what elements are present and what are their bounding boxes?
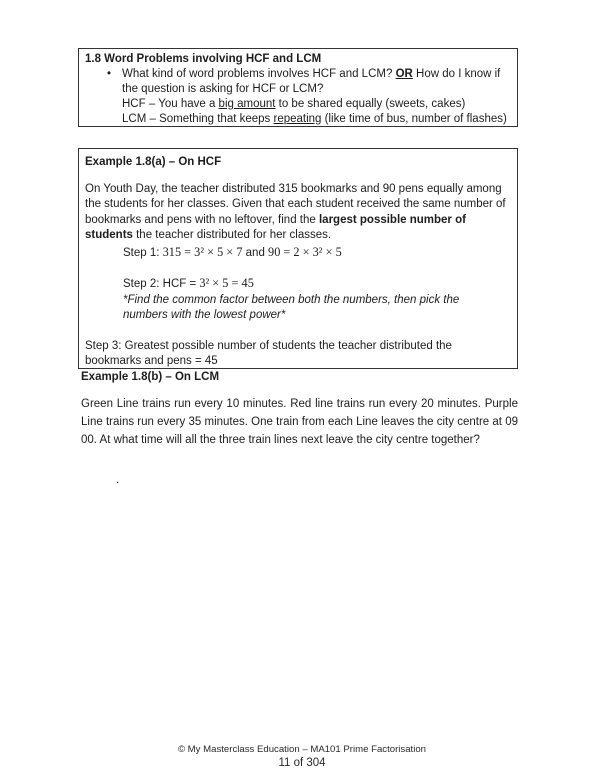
step2-label: Step 2: HCF =	[123, 278, 200, 290]
problem-bold: largest possible number of students	[85, 213, 466, 241]
section-title: 1.8 Word Problems involving HCF and LCM	[85, 53, 322, 65]
step-3: Step 3: Greatest possible number of students the teacher distributed the bookmarks and pens = 45	[85, 339, 452, 367]
step1-conjunction: and	[242, 246, 269, 259]
hcf-post: to be shared equally (sweets, cakes)	[275, 97, 466, 110]
question-or-emphasis: OR	[395, 67, 413, 80]
section-intro-box	[78, 48, 518, 127]
step1-math-1: 315 = 3² × 5 × 7	[162, 244, 243, 259]
hcf-definition	[122, 97, 509, 112]
bullet-icon: •	[107, 67, 112, 80]
hcf-pre: HCF – You have a	[122, 97, 219, 110]
step-2	[123, 276, 509, 293]
footer-copyright: © My Masterclass Education – MA101 Prime Factorisation	[177, 744, 427, 755]
question-post: How do I know if the question is asking for HCF or LCM?	[122, 67, 501, 95]
problem-post: the teacher distributed for her classes.	[132, 229, 332, 241]
example-a-problem	[85, 182, 509, 244]
step-1	[123, 245, 509, 262]
example-b-problem: Green Line trains run every 10 minutes. Red line trains run every 20 minutes. Purple Line trains run every 35 minutes. One train from each Line leaves the city centre at 09 00. At what time will all the three train lines next leave the city centre together?	[81, 398, 518, 446]
lcm-underlined: repeating	[273, 112, 322, 125]
step2-note: *Find the common factor between both the numbers, then pick the numbers with the lowest power*	[123, 293, 460, 321]
lcm-pre: LCM – Something that keeps	[122, 112, 274, 125]
step1-label: Step 1:	[123, 246, 163, 259]
footer-page-number: 11 of 304	[278, 757, 326, 769]
step1-math-2: 90 = 2 × 3² × 5	[268, 244, 342, 259]
bullet-item	[85, 67, 509, 97]
lcm-definition	[122, 112, 509, 127]
question-pre: What kind of word problems involves HCF and LCM?	[122, 67, 396, 80]
step2-math: 3² × 5 = 45	[199, 276, 254, 290]
example-a-box	[78, 148, 518, 369]
example-b-title: Example 1.8(b) – On LCM	[81, 371, 220, 383]
bullet-question	[122, 67, 508, 97]
lcm-post: (like time of bus, number of flashes)	[321, 112, 507, 125]
example-a-title: Example 1.8(a) – On HCF	[85, 156, 222, 168]
stray-period: .	[116, 474, 120, 486]
hcf-underlined: big amount	[218, 97, 276, 110]
problem-pre: On Youth Day, the teacher distributed 315 bookmarks and 90 pens equally among the students for her classes. Given that each student received the same number of bookmarks and pens with no leftover, find the	[85, 182, 506, 226]
